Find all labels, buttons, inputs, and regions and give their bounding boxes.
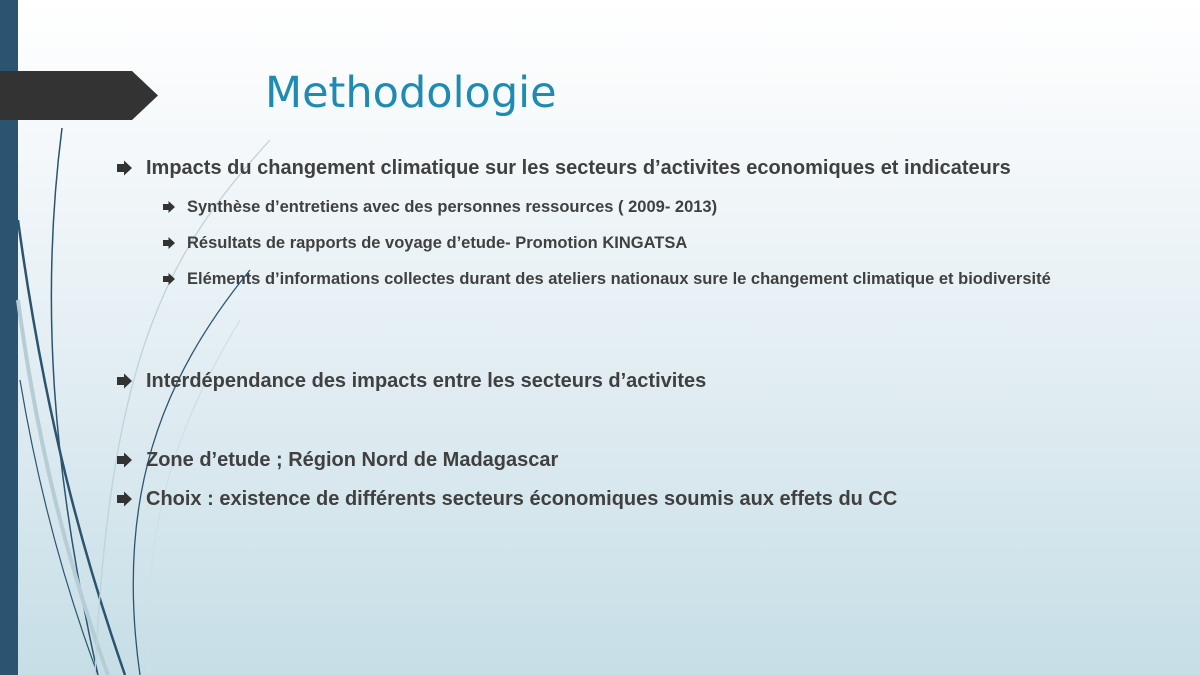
bullet-text: Interdépendance des impacts entre les secteurs d’activites (146, 370, 707, 392)
right-arrow-icon (116, 446, 134, 474)
right-arrow-icon (116, 367, 134, 395)
bullet-text: Impacts du changement climatique sur les secteurs d’activites economiques et indicateurs (146, 157, 1011, 179)
bullet-text: Zone d’etude ; Région Nord de Madagascar (146, 449, 559, 471)
bullet-impacts (116, 154, 1011, 182)
slide-title: Methodologie (265, 68, 557, 118)
right-arrow-icon (162, 195, 176, 219)
right-arrow-icon (116, 485, 134, 513)
right-arrow-icon (162, 267, 176, 291)
sub-bullet-rapports (162, 231, 1150, 255)
bullet-text: Choix : existence de différents secteurs économiques soumis aux effets du CC (146, 488, 898, 510)
sub-bullet-syntheses (162, 195, 1150, 219)
bullet-zone-etude (116, 446, 558, 474)
sub-bullet-ateliers (162, 267, 1150, 291)
sub-bullet-text: Eléments d’informations collectes durant des ateliers nationaux sure le changement climatique et biodiversité (187, 270, 1051, 288)
bullet-choix (116, 485, 897, 513)
sub-bullet-text: Synthèse d’entretiens avec des personnes ressources ( 2009- 2013) (187, 198, 718, 216)
right-arrow-icon (162, 231, 176, 255)
bullet-interdependance (116, 367, 706, 395)
right-arrow-icon (116, 154, 134, 182)
sub-bullet-text: Résultats de rapports de voyage d’etude- Promotion KINGATSA (187, 234, 688, 252)
